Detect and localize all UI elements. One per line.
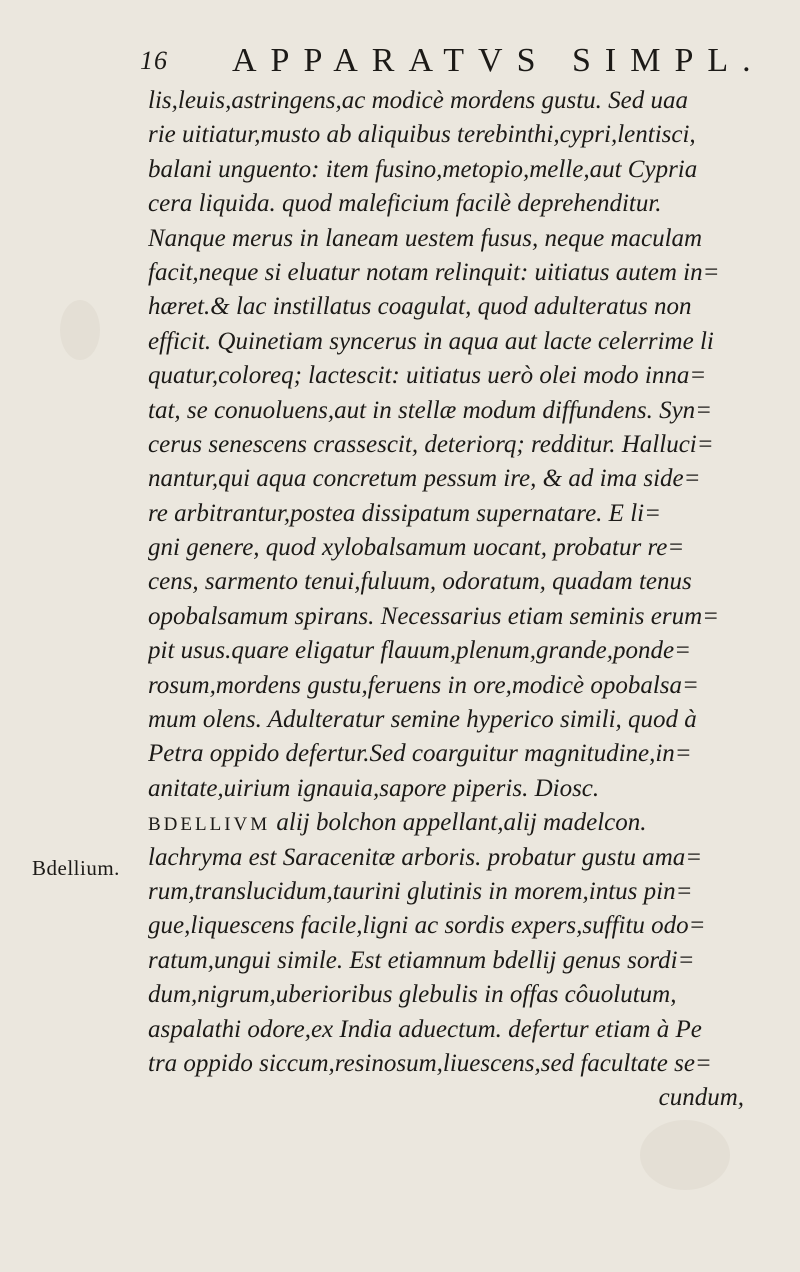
text-line: pit usus.quare eligatur flauum,plenum,grande,ponde=	[148, 637, 691, 665]
text-line: quatur,coloreq; lactescit: uitiatus uerò olei modo inna=	[148, 362, 707, 390]
page-number: 16	[140, 46, 168, 75]
text-line: rum,translucidum,taurini glutinis in morem,intus pin=	[148, 877, 693, 905]
text-line: Petra oppido defertur.Sed coarguitur magnitudine,in=	[148, 740, 692, 768]
text-line: balani unguento: item fusino,metopio,melle,aut Cypria	[148, 155, 698, 183]
text-line: tat, se conuoluens,aut in stellæ modum diffundens. Syn=	[148, 396, 713, 424]
text-line: facit,neque si eluatur notam relinquit: uitiatus autem in=	[148, 258, 720, 286]
body-text	[148, 84, 774, 1116]
text-line: cens, sarmento tenui,fuluum, odoratum, quadam tenus	[148, 568, 692, 596]
text-line: efficit. Quinetiam syncerus in aqua aut lacte celerrime li	[148, 327, 714, 355]
text-line: hæret.& lac instillatus coagulat, quod adulteratus non	[148, 293, 692, 321]
text-line: nantur,qui aqua concretum pessum ire, & ad ima side=	[148, 465, 701, 493]
page-header	[140, 38, 765, 82]
text-line: lis,leuis,astringens,ac modicè mordens gustu. Sed uaa	[148, 87, 689, 114]
text-line: aspalathi odore,ex India aduectum. defertur etiam à Pe	[148, 1015, 702, 1043]
text-line: dum,nigrum,uberioribus glebulis in offas côuolutum,	[148, 981, 677, 1009]
text-line: cera liquida. quod maleficium facilè deprehenditur.	[148, 190, 662, 218]
text-line: cerus senescens crassescit, deteriorq; redditur. Halluci=	[148, 430, 714, 458]
marginal-note: Bdellium.	[32, 856, 120, 880]
paper-stain	[640, 1120, 730, 1190]
entry-heading: BDELLIVM	[148, 814, 271, 836]
text-line: rosum,mordens gustu,feruens in ore,modicè opobalsa=	[148, 671, 699, 699]
text-line-bdellium: BDELLIVM alij bolchon appellant,alij madelcon.	[148, 809, 647, 837]
text-line: rie uitiatur,musto ab aliquibus terebinthi,cypri,lentisci,	[148, 121, 696, 149]
text-line: anitate,uirium ignauia,sapore piperis. Diosc.	[148, 774, 600, 802]
text-line: gni genere, quod xylobalsamum uocant, probatur re=	[148, 534, 685, 562]
text-line: mum olens. Adulteratur semine hyperico simili, quod à	[148, 706, 697, 734]
text-line: tra oppido siccum,resinosum,liuescens,sed facultate se=	[148, 1049, 712, 1077]
text-line: ratum,ungui simile. Est etiamnum bdellij genus sordi=	[148, 946, 695, 974]
text-line: Nanque merus in laneam uestem fusus, neque maculam	[148, 224, 703, 252]
paper-stain	[60, 300, 100, 360]
text-line: opobalsamum spirans. Necessarius etiam seminis erum=	[148, 602, 720, 630]
text-line: gue,liquescens facile,ligni ac sordis expers,suffitu odo=	[148, 912, 706, 940]
text-line: re arbitrantur,postea dissipatum supernatare. E li=	[148, 499, 661, 527]
text-line: lachryma est Saracenitæ arboris. probatur gustu ama=	[148, 843, 703, 871]
running-head: APPARATVS SIMPL.	[232, 42, 765, 79]
catchword-line: cundum,	[658, 1084, 744, 1112]
